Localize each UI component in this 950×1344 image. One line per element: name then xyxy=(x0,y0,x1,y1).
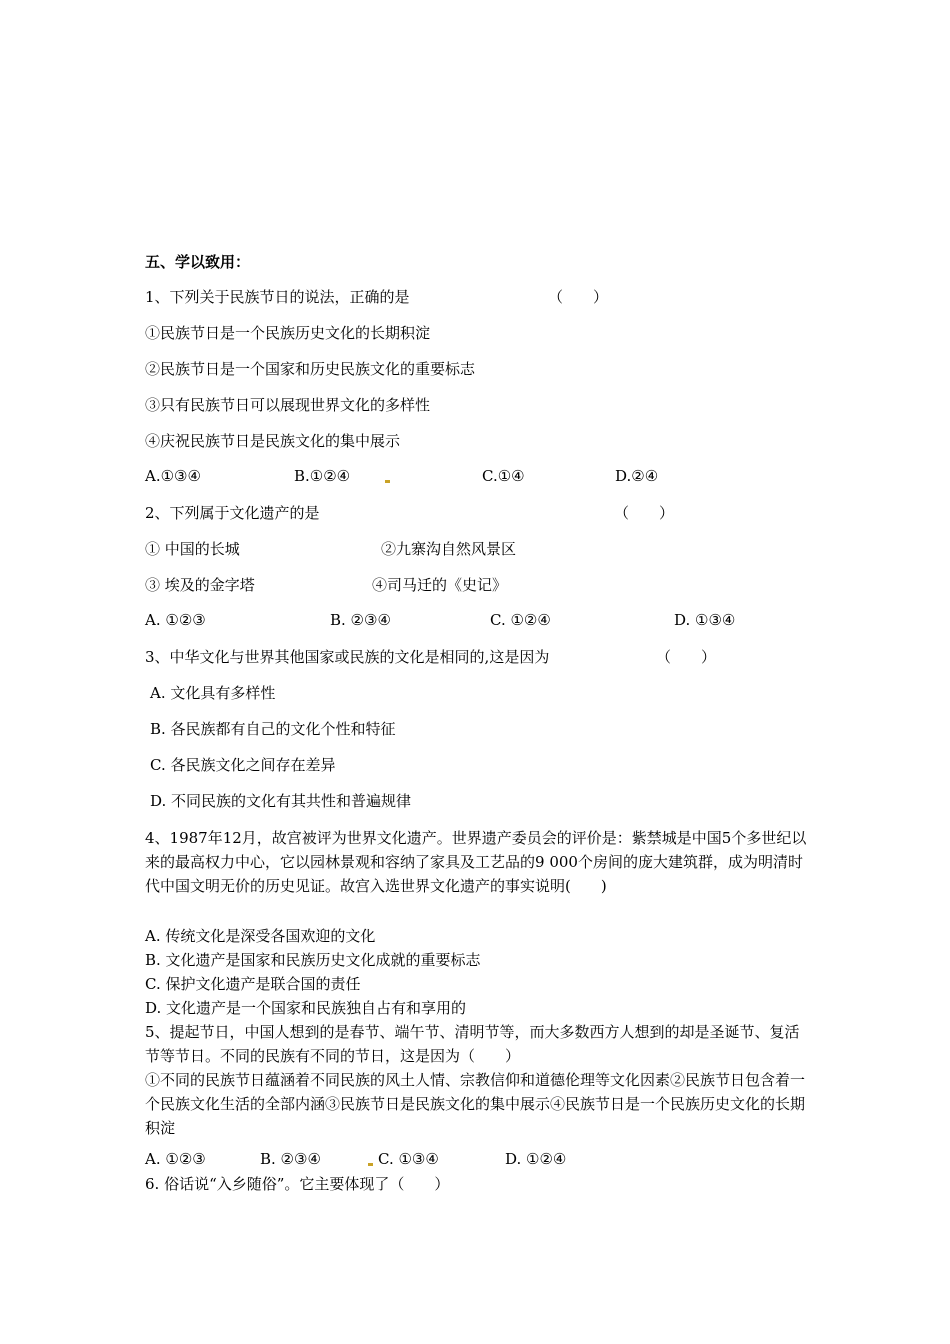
q3-option-a: A. 文化具有多样性 xyxy=(150,684,276,702)
q2-item-3: ③ 埃及的金字塔 xyxy=(145,576,255,594)
q2-item-4: ④司马迁的《史记》 xyxy=(372,576,508,594)
q1-option-b: B.①②④ xyxy=(294,467,351,485)
q2-option-d: D. ①③④ xyxy=(674,611,736,629)
q5-option-c: C. ①③④ xyxy=(378,1150,439,1168)
q3-option-b: B. 各民族都有自己的文化个性和特征 xyxy=(150,720,396,738)
q4-option-b: B. 文化遗产是国家和民族历史文化成就的重要标志 xyxy=(145,951,481,969)
q5-option-b: B. ②③④ xyxy=(260,1150,321,1168)
q4-option-c: C. 保护文化遗产是联合国的责任 xyxy=(145,975,361,993)
q1-item-2: ②民族节日是一个国家和历史民族文化的重要标志 xyxy=(145,360,476,378)
q2-item-2: ②九寨沟自然风景区 xyxy=(381,540,517,558)
section-title: 五、学以致用： xyxy=(145,253,251,271)
q2-stem: 2、下列属于文化遗产的是 xyxy=(145,504,320,522)
q5-option-d: D. ①②④ xyxy=(505,1150,567,1168)
q3-option-c: C. 各民族文化之间存在差异 xyxy=(150,756,336,774)
q2-option-b: B. ②③④ xyxy=(330,611,391,629)
q1-option-d: D.②④ xyxy=(615,467,659,485)
q1-answer-paren: （ ） xyxy=(548,288,609,306)
q2-option-c: C. ①②④ xyxy=(490,611,551,629)
q3-answer-paren: （ ） xyxy=(656,648,717,666)
q4-option-d: D. 文化遗产是一个国家和民族独自占有和享用的 xyxy=(145,999,467,1017)
q2-answer-paren: （ ） xyxy=(614,504,675,522)
q3-stem: 3、中华文化与世界其他国家或民族的文化是相同的,这是因为 xyxy=(145,648,550,666)
q1-item-1: ①民族节日是一个民族历史文化的长期积淀 xyxy=(145,324,431,342)
q1-stem: 1、下列关于民族节日的说法，正确的是 xyxy=(145,288,410,306)
q5-stem: 5、提起节日，中国人想到的是春节、端午节、清明节等，而大多数西方人想到的却是圣诞节、复活节等节日。不同的民族有不同的节日，这是因为（ ） xyxy=(145,1023,800,1065)
q1-option-a: A.①③④ xyxy=(145,467,201,485)
q3-option-d: D. 不同民族的文化有其共性和普遍规律 xyxy=(150,792,412,810)
stray-mark xyxy=(385,480,390,483)
q1-item-3: ③只有民族节日可以展现世界文化的多样性 xyxy=(145,396,431,414)
q5-option-a: A. ①②③ xyxy=(145,1150,206,1168)
q2-item-1: ① 中国的长城 xyxy=(145,540,240,558)
q4-stem: 4、1987年12月，故宫被评为世界文化遗产。世界遗产委员会的评价是：紫禁城是中国5个多世纪以来的最高权力中心，它以园林景观和容纳了家具及工艺品的9 000个房间的庞大建筑群，成为明清时代中国文明无价的历史见证。故宫入选世界文化遗产的事实说明( ) xyxy=(145,829,807,895)
q5-items: ①不同的民族节日蕴涵着不同民族的风土人情、宗教信仰和道德伦理等文化因素②民族节日包含着一个民族文化生活的全部内涵③民族节日是民族文化的集中展示④民族节日是一个民族历史文化的长期积淀 xyxy=(145,1071,806,1137)
q4-option-a: A. 传统文化是深受各国欢迎的文化 xyxy=(145,927,376,945)
q1-item-4: ④庆祝民族节日是民族文化的集中展示 xyxy=(145,432,401,450)
q2-option-a: A. ①②③ xyxy=(145,611,206,629)
stray-mark xyxy=(368,1163,373,1166)
q6-stem: 6. 俗话说“入乡随俗”。它主要体现了（ ） xyxy=(145,1175,450,1193)
q1-option-c: C.①④ xyxy=(482,467,525,485)
